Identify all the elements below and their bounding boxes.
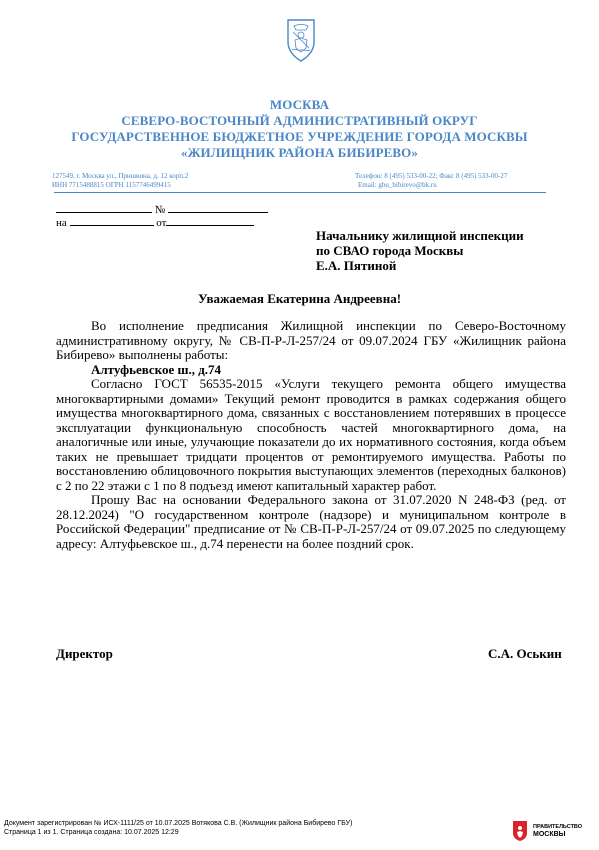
letter-body <box>56 319 566 551</box>
contact-inn-ogrn: ИНН 7715488815 ОГРН 1157746499415 <box>52 181 171 189</box>
body-paragraph-2: Согласно ГОСТ 56535-2015 «Услуги текущего ремонта общего имущества многоквартирными домами» Текущий ремонт проводится в рамках содержания общего имущества многоквартирного дома, связанных с восстановлением потерявших в процессе эксплуатации функциональную способность частей многоквартирного дома, на аналогичные или иные, улучающие показатели до их нормативного состояния, когда объем таких не превышает тридцати процентов от ремонтируемого имущества. Работы по восстановлению облицовочного покрытия выступающих элементов (переходных балконов) с 2 по 22 этажи с 1 по 8 подъезд имеют капитальный характер работ. <box>56 376 566 493</box>
addressee-line-2: по СВАО города Москвы <box>316 243 464 258</box>
header-district: СЕВЕРО-ВОСТОЧНЫЙ АДМИНИСТРАТИВНЫЙ ОКРУГ <box>121 113 478 128</box>
header-divider <box>54 192 546 193</box>
addressee-line-1: Начальнику жилищной инспекции <box>316 228 524 243</box>
signature-position: Директор <box>56 646 113 661</box>
contact-phone: Телефон: 8 (495) 533-00-22; Факс 8 (495) 533-00-27 <box>355 172 508 180</box>
from-label: от <box>156 217 167 229</box>
header-city: МОСКВА <box>269 97 330 112</box>
moscow-coat-of-arms-icon <box>284 18 318 62</box>
moscow-government-logo-icon <box>512 820 528 842</box>
addressee-line-3: Е.А. Пятиной <box>316 258 397 273</box>
body-paragraph-1: Во исполнение предписания Жилищной инспекции по Северо-Восточному административному округу, № СВ-П-Р-Л-257/24 от 09.07.2024 ГБУ «Жилищник района Бибирево» выполнены работы: <box>56 318 566 362</box>
gov-logo-line-2: МОСКВЫ <box>533 831 566 838</box>
gov-logo-line-1: ПРАВИТЕЛЬСТВО <box>533 824 583 830</box>
contact-email: Email: gbu_bibirevo@bk.ru <box>358 181 437 189</box>
footer-registration: Документ зарегистрирован № ИСХ-1111/25 от 10.07.2025 Вотякова С.В. (Жилищник района Бибирево ГБУ) <box>4 820 353 827</box>
header-institution: ГОСУДАРСТВЕННОЕ БЮДЖЕТНОЕ УЧРЕЖДЕНИЕ ГОРОДА МОСКВЫ <box>71 129 528 144</box>
contact-address: 127549, г. Москва ул., Пришвина, д. 12 корп.2 <box>52 172 189 180</box>
incoming-number-line <box>56 215 254 230</box>
signature-name: С.А. Оськин <box>488 646 562 661</box>
number-mark: № <box>154 204 166 216</box>
footer-page-info: Страница 1 из 1. Страница создана: 10.07.2025 12:29 <box>4 829 179 836</box>
greeting: Уважаемая Екатерина Андреевна! <box>197 291 402 306</box>
gov-logo-text <box>533 824 582 838</box>
body-paragraph-3: Прошу Вас на основании Федерального закона от 31.07.2020 N 248-ФЗ (ред. от 28.12.2024) "О государственном контроле (надзоре) и муниципальном контроле в Российской Федерации" предписание от № СВ-П-Р-Л-257/24 от 09.07.2025 по следующему адресу: Алтуфьевское ш., д.74 перенести на более поздний срок. <box>56 492 566 551</box>
body-address-heading: Алтуфьевское ш., д.74 <box>91 361 222 377</box>
header-organization: «ЖИЛИЩНИК РАЙОНА БИБИРЕВО» <box>181 145 418 160</box>
on-label: на <box>56 217 67 229</box>
